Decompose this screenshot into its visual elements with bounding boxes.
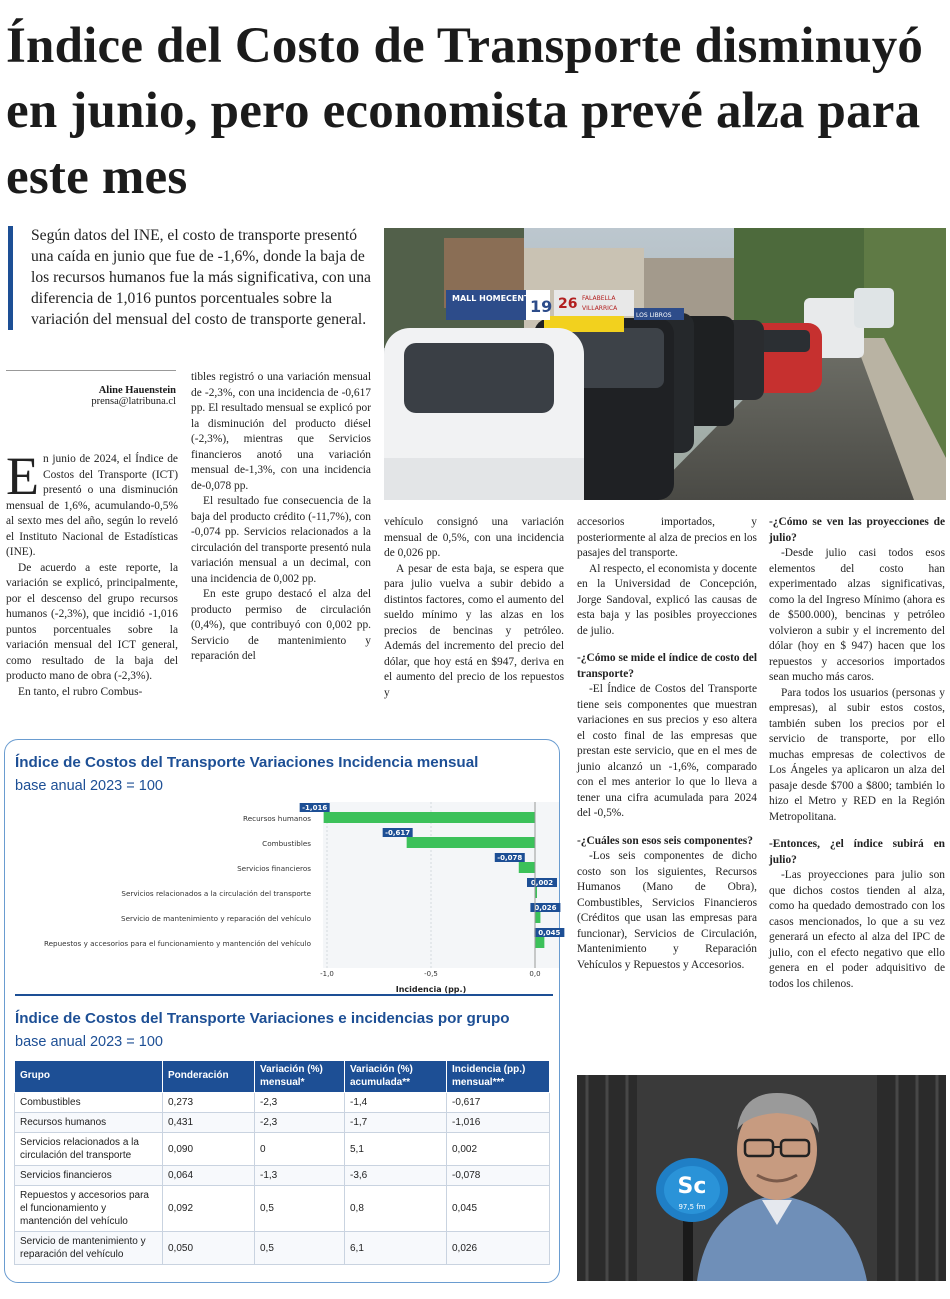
col-header: Grupo	[15, 1061, 163, 1093]
category-label: Servicios relacionados a la circulación del transporte	[121, 889, 311, 898]
taxi-sign-4: VILLARRICA	[582, 305, 618, 312]
table-cell: Servicio de mantenimiento y reparación del vehículo	[15, 1232, 163, 1265]
interview-question: -¿Cómo se mide el índice de costo del transporte?	[577, 652, 758, 680]
data-label: 0,026	[534, 904, 557, 912]
category-label: Servicio de mantenimiento y reparación del vehículo	[121, 914, 311, 923]
table-cell: 0,090	[163, 1133, 255, 1166]
lead-paragraph: Según datos del INE, el costo de transporte presentó una caída en junio que fue de -1,6%, donde la baja de los recursos humanos fue la más significativa, con una diferencia de 1,016 puntos porcentuales sobre la variación del mensual del costo de transporte general.	[8, 226, 378, 330]
paragraph: Al respecto, el economista y docente en la Universidad de Concepción, Jorge Sandoval, explicó las causas de esta baja y las posibles proyecciones de julio.	[577, 562, 757, 637]
bar	[324, 812, 535, 823]
body-column-5	[769, 515, 945, 992]
bar	[535, 912, 540, 923]
headline: Índice del Costo de Transporte disminuyó en junio, pero economista prevé alza para este mes	[6, 18, 924, 205]
category-label: Combustibles	[262, 839, 311, 848]
chart-subtitle: base anual 2023 = 100	[15, 778, 163, 794]
x-tick-label: 0,0	[529, 970, 541, 978]
table-row	[15, 1133, 550, 1166]
paragraph: vehículo consignó una variación mensual de 0,5%, con una incidencia de 0,026 pp.	[384, 516, 564, 559]
paragraph: -Los seis componentes de dicho costo son los siguientes, Recursos Humanos (Mano de Obra), Combustibles, Servicios Financieros (Créditos que usan las empresas para funcionar), Servicios de Circulación, Mantenimiento y Reparación Vehículos y Repuestos y Accesorios.	[577, 850, 757, 971]
table-cell: -0,617	[447, 1093, 550, 1113]
table-row	[15, 1113, 550, 1133]
table-subtitle: base anual 2023 = 100	[15, 1034, 163, 1050]
paragraph: En tanto, el rubro Combus-	[18, 685, 143, 698]
paragraph: accesorios importados, y posteriormente al alza de precios en los pasajes del transporte.	[577, 516, 757, 559]
table-cell: 0,064	[163, 1166, 255, 1186]
table-cell: 0,026	[447, 1232, 550, 1265]
body-column-1	[6, 446, 178, 700]
radio-frequency: 97,5 fm	[678, 1203, 706, 1211]
table-cell: 0,5	[255, 1232, 345, 1265]
chart-title: Índice de Costos del Transporte Variaciones Incidencia mensual	[15, 754, 479, 771]
body-column-3	[384, 515, 564, 701]
taxi-sign-number: 19	[530, 297, 553, 316]
paragraph: n junio de 2024, el Índice de Costos del Transporte (ICT) presentó o una disminución mensual de 1,6%, acumulando-0,5% al sexto mes del año, según lo reveló el Instituto Nacional de Estadísticas (INE).	[6, 453, 178, 558]
table-cell: -2,3	[255, 1113, 345, 1133]
table-cell: -3,6	[345, 1166, 447, 1186]
interview-question: -¿Cómo se ven las proyecciones de julio?	[769, 516, 945, 544]
category-label: Servicios financieros	[237, 864, 311, 873]
x-axis-label: Incidencia (pp.)	[395, 985, 467, 994]
paragraph: -Desde julio casi todos esos elementos del costo han experimentado alzas significativas, como la del Ingreso Mínimo (ahora es de $500.000), bencinas y petróleo volvieron a subir y el incremento del dólar (hoy en $ 947) hacen que los repuestos y accesorios importados sean mucho más caros.	[769, 547, 945, 683]
paragraph: De acuerdo a este reporte, la variación se explicó, principalmente, por el descenso del grupo recursos humanos (-2,3%), que incidió -1,016 puntos porcentuales sobre la variación mensual del ICT general, como resultado de la baja del producto mano de obra (-2,3%).	[6, 561, 178, 682]
table-cell: 6,1	[345, 1232, 447, 1265]
category-label: Recursos humanos	[243, 814, 311, 823]
table-row	[15, 1166, 550, 1186]
table-cell: 0	[255, 1133, 345, 1166]
body-column-4	[577, 515, 757, 973]
x-tick-label: -0,5	[424, 970, 438, 978]
table-cell: 5,1	[345, 1133, 447, 1166]
data-label: 0,002	[530, 879, 554, 887]
bar	[535, 937, 544, 948]
table-cell: 0,045	[447, 1186, 550, 1232]
byline	[6, 370, 176, 407]
col-header: Variación (%) mensual*	[255, 1061, 345, 1093]
interview-question: -Entonces, ¿el índice subirá en julio?	[769, 838, 945, 866]
paragraph: tibles registró o una variación mensual de -2,3%, con una incidencia de -0,617 pp. El resultado mensual se explicó por la disminución del producto diésel (-2,3%), mientras que Servicios financieros anotó una variación mensual de-1,3%, con una incidencia de-0,078 pp.	[191, 371, 371, 492]
table-cell: Servicios relacionados a la circulación del transporte	[15, 1133, 163, 1166]
category-label: Repuestos y accesorios para el funcionamiento y mantención del vehículo	[43, 939, 311, 948]
body-column-2	[191, 370, 371, 665]
paragraph: En este grupo destacó el alza del producto permiso de circulación (0,4%), que contribuyó con 0,002 pp. Servicio de mantenimiento y reparación del	[191, 588, 371, 662]
taxi-sign-3: FALABELLA	[582, 295, 616, 302]
radio-logo: Sc	[677, 1174, 707, 1199]
paragraph: Para todos los usuarios (personas y empresas), al subir estos costos, también suben los precios por el servicio de transporte, por ello muchas empresas de colectivos de Los Ángeles ya aplicaron un alza del pasaje desde $700 a $800; también lo hizo el Metro y RED en la Región Metropolitana.	[769, 686, 945, 823]
table-cell: 0,050	[163, 1232, 255, 1265]
bar	[519, 862, 535, 873]
table-cell: -2,3	[255, 1093, 345, 1113]
table-cell: 0,431	[163, 1113, 255, 1133]
incidence-bar-chart	[5, 796, 561, 996]
divider	[15, 994, 553, 996]
interview-question: -¿Cuáles son esos seis componentes?	[577, 834, 753, 847]
table-cell: -1,016	[447, 1113, 550, 1133]
table-cell: 0,002	[447, 1133, 550, 1166]
col-header: Variación (%) acumulada**	[345, 1061, 447, 1093]
table-row	[15, 1093, 550, 1113]
street-taxis-photo	[384, 228, 946, 500]
data-label: 0,045	[538, 929, 561, 937]
x-tick-label: -1,0	[320, 970, 334, 978]
economist-portrait-photo	[577, 1075, 946, 1281]
table-cell: Servicios financieros	[15, 1166, 163, 1186]
data-label: -0,078	[497, 854, 523, 862]
chart-plot-area	[323, 802, 559, 968]
table-cell: -1,4	[345, 1093, 447, 1113]
table-header-row	[15, 1061, 550, 1093]
paragraph: -El Índice de Costos del Transporte tiene seis componentes que muestran variaciones en sus precios y eso altera el costo final de las empresas que prestan este servicio, que en el mes de junio alcanzó un -1,6%, comparado con el mes anterior lo que lo lleva a tener una cifra acumulada para 2024 del -0,5%.	[577, 683, 757, 819]
table-cell: 0,092	[163, 1186, 255, 1232]
data-label: -1,016	[302, 804, 328, 812]
table-cell: -1,7	[345, 1113, 447, 1133]
table-cell: Recursos humanos	[15, 1113, 163, 1133]
table-cell: -1,3	[255, 1166, 345, 1186]
taxi-sign-1: MALL HOMECENTER	[452, 294, 542, 303]
table-cell: 0,5	[255, 1186, 345, 1232]
table-row	[15, 1186, 550, 1232]
bar	[407, 837, 535, 848]
taxi-sign-2: 26	[558, 296, 578, 312]
table-title: Índice de Costos del Transporte Variaciones e incidencias por grupo	[15, 1010, 510, 1027]
author-name: Aline Hauenstein	[98, 385, 176, 396]
col-header: Incidencia (pp.) mensual***	[447, 1061, 550, 1093]
data-label: -0,617	[385, 829, 411, 837]
paragraph: A pesar de esta baja, se espera que para julio vuelva a subir debido a distintos factores, como el aumento del sueldo mínimo y las alzas en los precios de bencinas y petróleo. Además del incremento del precio del dólar, que hoy está en $947, deriva en el aumento del precio de los repuestos y	[384, 562, 564, 699]
col-header: Ponderación	[163, 1061, 255, 1093]
table-row	[15, 1232, 550, 1265]
table-cell: Combustibles	[15, 1093, 163, 1113]
table-cell: -0,078	[447, 1166, 550, 1186]
table-cell: 0,8	[345, 1186, 447, 1232]
paragraph: El resultado fue consecuencia de la baja del producto crédito (-11,7%), con -0,074 pp. Servicios relacionados a la circulación del transporte presentó nula variación mensual a un decimal, con una incidencia de 0,002 pp.	[191, 495, 371, 585]
drop-cap: E	[6, 446, 39, 506]
paragraph: -Las proyecciones para julio son que dichos costos tienden al alza, como ha quedado demostrado con los casos mencionados, lo que a su vez generará un efecto al alza del IPC de julio, con el efecto negativo que ello genera en el poder adquisitivo de todos los chilenos.	[769, 869, 945, 990]
table-cell: Repuestos y accesorios para el funcionamiento y mantención del vehículo	[15, 1186, 163, 1232]
taxi-sign-5: LOS LIBROS	[636, 312, 672, 319]
author-email: prensa@latribuna.cl	[91, 396, 176, 407]
incidence-table	[14, 1060, 550, 1265]
table-cell: 0,273	[163, 1093, 255, 1113]
